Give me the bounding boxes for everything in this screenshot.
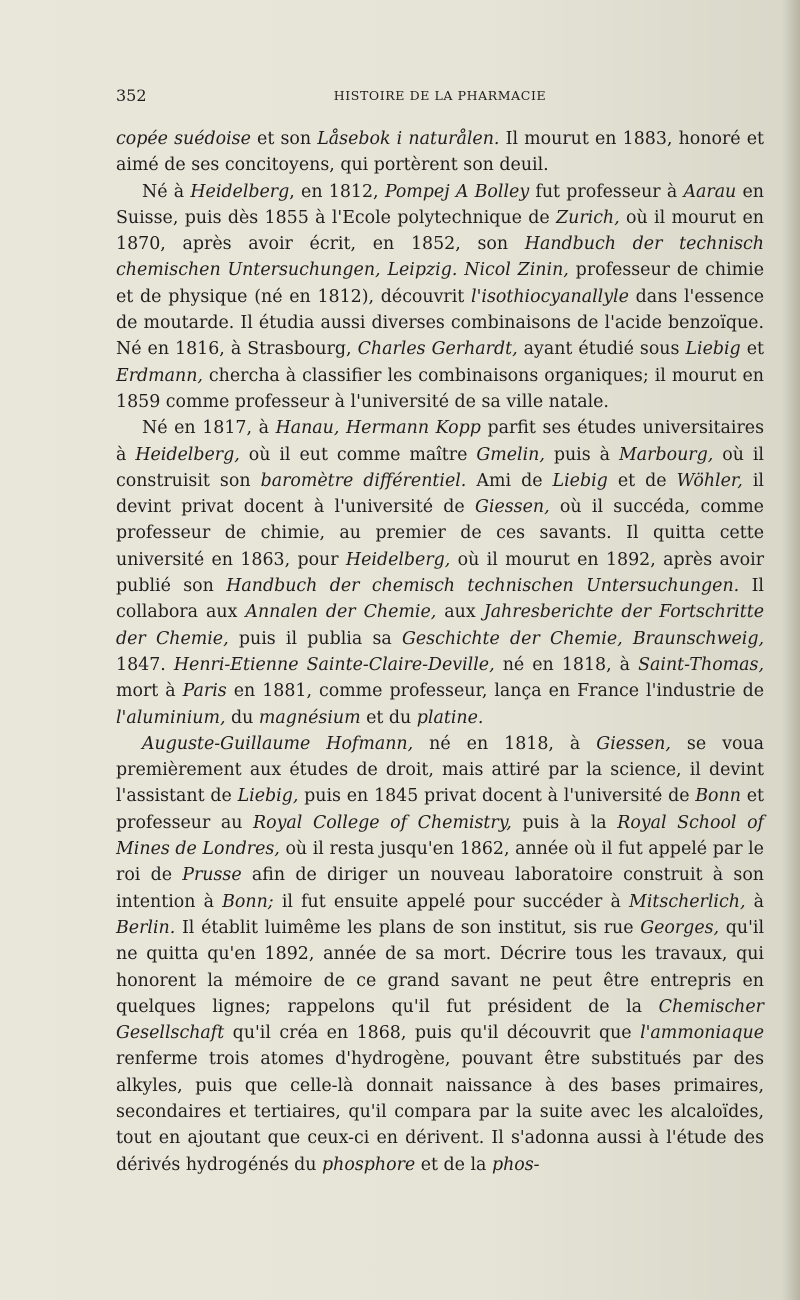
text-run: il devint privat docent à l'université de: [116, 470, 764, 518]
italic-text: magnésium: [258, 707, 361, 728]
italic-text: Chemischer Gesellschaft: [116, 996, 764, 1044]
text-run: où il mourut en 1892, après avoir publié son: [116, 549, 765, 597]
text-run: où il construisit son: [116, 444, 764, 491]
text-run: puis à la: [511, 812, 618, 833]
text-run: puis il publia sa: [228, 628, 402, 649]
text-run: Il collabora aux: [116, 576, 764, 623]
italic-text: Auguste-Guillaume Hofmann,: [142, 733, 414, 754]
text-run: et de: [607, 470, 677, 491]
italic-text: Marbourg,: [618, 444, 714, 465]
italic-text: Liebig: [685, 339, 741, 360]
italic-text: Annalen der Chemie,: [245, 602, 437, 623]
body-text: [116, 126, 764, 1178]
italic-text: Hanau, Hermann Kopp: [275, 418, 481, 439]
italic-text: Handbuch der chemisch technischen Untersuchungen.: [226, 576, 740, 597]
text-run: parfit ses études universitaires à: [116, 418, 764, 465]
text-run: à: [745, 891, 764, 912]
text-run: Né en 1817, à: [142, 418, 276, 439]
italic-text: Paris: [182, 681, 227, 702]
italic-text: Wöhler,: [676, 470, 743, 491]
italic-text: baromètre différentiel.: [260, 470, 467, 491]
text-run: puis à: [544, 444, 619, 465]
text-run: renferme trois atomes d'hydrogène, pouvant être substitués par des alkyles, puis que celle-là donnait naissance à des bases primaires, secondaires et tertiaires, qu'il compara par la suite avec les alcaloïdes, tout en ajoutant que ceux-ci en dérivent. Il s'adonna aussi à l'étude des dérivés hydrogénés du: [116, 1049, 764, 1175]
italic-text: Handbuch der technisch chemischen Untersuchungen, Leipzig. Nicol Zinin,: [116, 234, 764, 281]
page-header: [116, 86, 764, 110]
text-run: ayant étudié sous: [517, 339, 686, 360]
italic-text: Royal College of Chemistry,: [253, 812, 512, 833]
italic-text: Henri-Etienne Sainte-Claire-Deville,: [173, 654, 495, 675]
text-run: où il resta jusqu'en 1862, année où il fut appelé par le roi de: [116, 839, 764, 886]
text-run: et du: [360, 707, 417, 728]
italic-text: l'isothiocyanallyle: [471, 286, 629, 307]
italic-text: platine.: [416, 707, 484, 728]
text-run: puis en 1845 privat docent à l'université de: [298, 786, 696, 807]
text-run: en 1881, comme professeur, lança en France l'industrie de: [226, 681, 764, 702]
text-run: dans l'essence de moutarde. Il étudia aussi diverses combinaisons de l'acide benzoïque. Né en 1816, à Strasbourg,: [116, 286, 764, 360]
paragraph: [116, 415, 764, 731]
text-run: en Suisse, puis dès 1855 à l'Ecole polytechnique de: [116, 181, 765, 228]
italic-text: Charles Gerhardt,: [357, 339, 518, 360]
italic-text: Giessen,: [596, 733, 671, 754]
page-edge-shadow: [782, 0, 800, 1300]
italic-text: Jahresberichte der Fortschritte der Chemie,: [116, 602, 764, 649]
text-run: 1847.: [116, 654, 174, 675]
italic-text: Erdmann,: [116, 365, 203, 386]
text-run: et de la: [415, 1154, 492, 1175]
italic-text: Liebig: [552, 470, 608, 491]
text-run: Il mourut en 1883, honoré et aimé de ses concitoyens, qui portèrent son deuil.: [116, 129, 764, 176]
italic-text: Prusse: [182, 865, 242, 886]
paragraph: [116, 731, 764, 1178]
text-run: fut professeur à: [529, 181, 684, 202]
text-run: où il eut comme maître: [239, 444, 477, 465]
paragraph: [116, 179, 764, 416]
italic-text: Liebig,: [237, 786, 299, 807]
text-run: Il établit luimême les plans de son institut, sis rue: [175, 917, 641, 938]
running-head: HISTOIRE DE LA PHARMACIE: [333, 88, 547, 103]
italic-text: copée suédoise: [116, 129, 251, 149]
italic-text: Heidelberg,: [345, 549, 451, 570]
text-run: né en 1818, à: [413, 733, 597, 754]
italic-text: Gmelin,: [476, 444, 545, 465]
text-run: qu'il créa en 1868, puis qu'il découvrit que: [224, 1023, 641, 1044]
italic-text: Mitscherlich,: [629, 891, 746, 912]
text-run: afin de diriger un nouveau laboratoire construit à son intention à: [116, 865, 765, 912]
text-run: du: [225, 707, 259, 728]
italic-text: Aarau: [683, 181, 737, 202]
paragraph: [116, 126, 764, 179]
italic-text: Zurich,: [556, 207, 620, 228]
italic-text: Giessen,: [475, 497, 550, 518]
italic-text: Georges,: [640, 917, 720, 938]
italic-text: Låsebok i naturålen.: [317, 129, 500, 149]
italic-text: Heidelberg: [190, 181, 290, 202]
italic-text: Geschichte der Chemie, Braunschweig,: [401, 628, 765, 649]
italic-text: l'aluminium,: [116, 707, 226, 728]
italic-text: Berlin.: [116, 917, 176, 938]
text-run: aux: [436, 602, 484, 623]
text-run: Né à: [142, 181, 191, 202]
text-run: où il mourut en 1870, après avoir écrit, en 1852, son: [116, 207, 765, 255]
text-run: et: [740, 339, 764, 360]
text-run: né en 1818, à: [494, 654, 639, 675]
text-run: se voua premièrement aux études de droit, mais attiré par la science, il devint l'assistant de: [116, 733, 764, 807]
text-run: où il succéda, comme professeur de chimie, au premier de ces savants. Il quitta cette université en 1863, pour: [116, 497, 764, 570]
italic-text: Pompej A Bolley: [384, 181, 530, 202]
text-run: chercha à classifier les combinaisons organiques; il mourut en 1859 comme professeur à l'université de sa ville natale.: [116, 365, 764, 412]
italic-text: Saint-Thomas,: [638, 654, 764, 675]
text-run: mort à: [116, 681, 183, 702]
text-run: , en 1812,: [289, 181, 385, 202]
text-run: et son: [250, 129, 318, 149]
text-run: Ami de: [466, 470, 553, 491]
italic-text: Bonn;: [222, 891, 274, 912]
italic-text: phos-: [491, 1154, 540, 1175]
italic-text: Bonn: [695, 786, 741, 807]
text-run: et professeur au: [116, 786, 764, 833]
italic-text: Royal School of Mines de Londres,: [116, 812, 764, 860]
text-run: professeur de chimie et de physique (né en 1812), découvrit: [116, 260, 764, 307]
text-run: qu'il ne quitta qu'en 1892, année de sa mort. Décrire tous les travaux, qui honorent la mémoire de ce grand savant ne peut être entrepris en quelques lignes; rappelons qu'il fut président de la: [116, 917, 765, 1017]
italic-text: l'ammoniaque: [640, 1023, 764, 1044]
italic-text: Heidelberg,: [135, 444, 240, 465]
text-run: il fut ensuite appelé pour succéder à: [273, 891, 630, 912]
page-number: 352: [116, 86, 147, 105]
italic-text: phosphore: [322, 1154, 416, 1175]
